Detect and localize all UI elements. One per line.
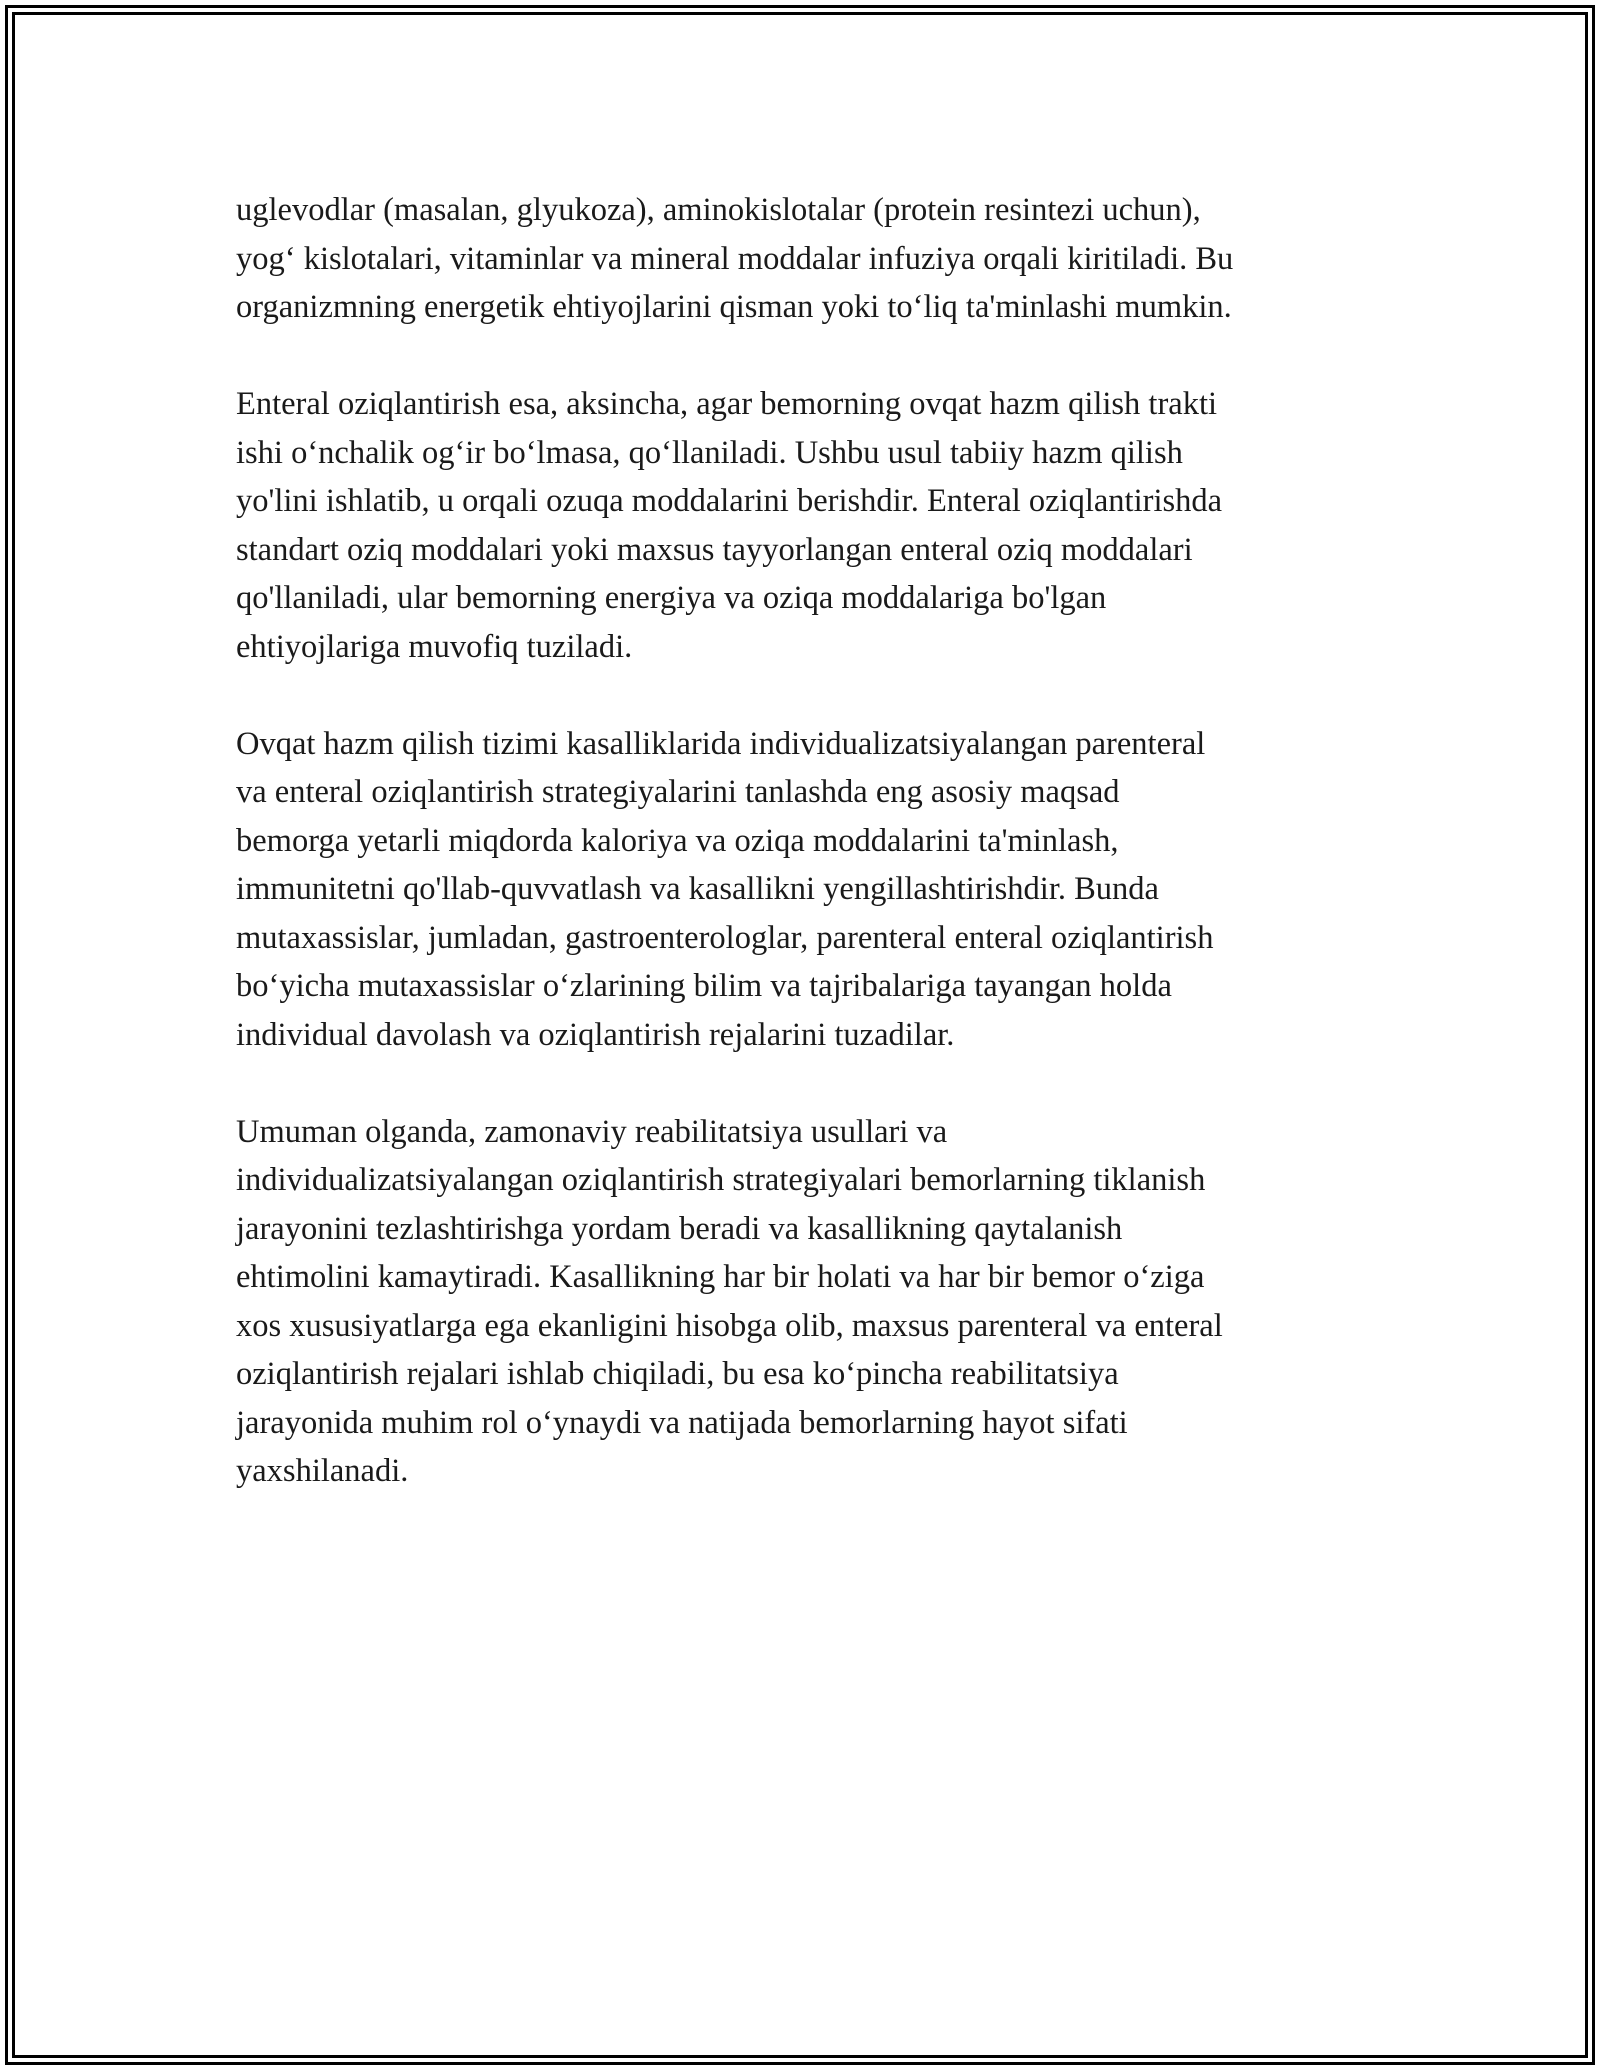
paragraph-1: uglevodlar (masalan, glyukoza), aminokislotalar (protein resintezi uchun), yog‘ kislotalari, vitaminlar va mineral moddalar infuziya orqali kiritiladi. Bu organizmning energetik ehtiyojlarini qisman yoki to‘liq ta'minlashi mumkin. bbox=[236, 192, 1234, 325]
paragraph-4: Umuman olganda, zamonaviy reabilitatsiya usullari va individualizatsiyalangan oziqlantirish strategiyalari bemorlarning tiklanish jarayonini tezlashtirishga yordam beradi va kasallikning qaytalanish ehtimolini kamaytiradi. Kasallikning har bir holati va har bir bemor o‘ziga xos xususiyatlarga ega ekanligini hisobga olib, maxsus parenteral va enteral oziqlantirish rejalari ishlab chiqiladi, bu esa ko‘pincha reabilitatsiya jarayonida muhim rol o‘ynaydi va natijada bemorlarning hayot sifati yaxshilanadi. bbox=[236, 1113, 1223, 1489]
paragraph-2: Enteral oziqlantirish esa, aksincha, agar bemorning ovqat hazm qilish trakti ishi o‘nchalik og‘ir bo‘lmasa, qo‘llaniladi. Ushbu usul tabiiy hazm qilish yo'lini ishlatib, u orqali ozuqa moddalarini berishdir. Enteral oziqlantirishda standart oziq moddalari yoki maxsus tayyorlangan enteral oziq moddalari qo'llaniladi, ular bemorning energiya va oziqa moddalariga bo'lgan ehtiyojlariga muvofiq tuziladi. bbox=[236, 386, 1223, 665]
paragraph-3: Ovqat hazm qilish tizimi kasalliklarida individualizatsiyalangan parenteral va enteral oziqlantirish strategiyalarini tanlashda eng asosiy maqsad bemorga yetarli miqdorda kaloriya va oziqa moddalarini ta'minlash, immunitetni qo'llab-quvvatlash va kasallikni yengillashtirishdir. Bunda mutaxassislar, jumladan, gastroenterologlar, parenteral enteral oziqlantirish bo‘yicha mutaxassislar o‘zlarining bilim va tajribalariga tayangan holda individual davolash va oziqlantirish rejalarini tuzadilar. bbox=[236, 725, 1214, 1053]
document-body bbox=[236, 186, 1376, 1544]
